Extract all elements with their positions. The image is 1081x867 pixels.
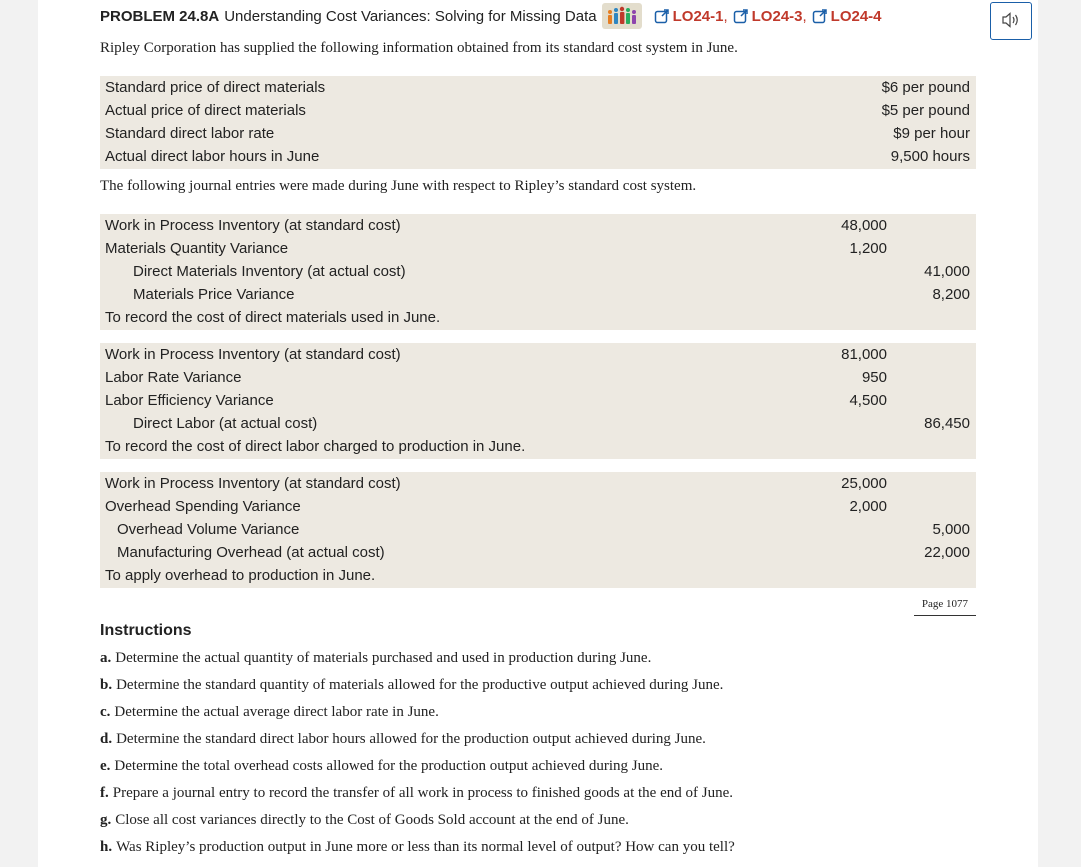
debit-amount: 2,000	[849, 498, 887, 515]
page	[38, 0, 1038, 867]
problem-number: PROBLEM 24.8A	[100, 7, 220, 25]
journal-explanation	[100, 435, 976, 458]
debit-amount: 950	[861, 369, 887, 386]
debit-amount: 81,000	[841, 346, 887, 363]
info-label: Standard price of direct materials	[105, 79, 326, 96]
account-name: Work in Process Inventory (at standard cost)	[105, 475, 401, 492]
instruction-item	[100, 646, 735, 673]
info-table	[100, 76, 976, 169]
instruction-letter: a.	[100, 650, 112, 666]
info-value: $5 per pound	[881, 102, 970, 119]
lo-link-1[interactable]	[654, 8, 724, 25]
account-name: Manufacturing Overhead (at actual cost)	[117, 544, 385, 561]
info-row	[100, 145, 976, 168]
instruction-letter: g.	[100, 812, 112, 828]
instruction-text: Determine the standard quantity of materials allowed for the productive output achieved during June.	[116, 677, 724, 693]
explanation-text: To record the cost of direct materials used in June.	[105, 309, 441, 326]
instruction-item	[100, 835, 735, 862]
journal-line	[100, 214, 976, 237]
info-row	[100, 122, 976, 145]
journal-line	[100, 343, 976, 366]
journal-line	[100, 260, 976, 283]
lo-link-3[interactable]	[733, 8, 803, 25]
info-label: Actual price of direct materials	[105, 102, 306, 119]
info-row	[100, 76, 976, 99]
instruction-letter: c.	[100, 704, 111, 720]
debit-amount: 4,500	[849, 392, 887, 409]
instruction-item	[100, 781, 735, 808]
debit-amount: 48,000	[841, 217, 887, 234]
instruction-letter: d.	[100, 731, 113, 747]
lo-label: LO24-4	[830, 7, 882, 25]
instruction-text: Was Ripley’s production output in June more or less than its normal level of output? How can you tell?	[116, 839, 735, 855]
account-name: Overhead Volume Variance	[117, 521, 300, 538]
credit-amount: 41,000	[924, 263, 970, 280]
account-name: Direct Materials Inventory (at actual cost)	[133, 263, 406, 280]
problem-title: Understanding Cost Variances: Solving for Missing Data	[224, 7, 597, 25]
journal-line	[100, 518, 976, 541]
credit-amount: 5,000	[932, 521, 970, 538]
instruction-text: Determine the actual average direct labor rate in June.	[114, 704, 439, 720]
instruction-text: Determine the total overhead costs allowed for the production output achieved during June.	[114, 758, 664, 774]
journal-line	[100, 412, 976, 435]
journal-intro: The following journal entries were made during June with respect to Ripley’s standard cost system.	[100, 178, 697, 194]
account-name: Labor Rate Variance	[105, 369, 242, 386]
info-row	[100, 99, 976, 122]
account-name: Materials Quantity Variance	[105, 240, 289, 257]
debit-amount: 1,200	[849, 240, 887, 257]
instruction-text: Determine the actual quantity of materials purchased and used in production during June.	[115, 650, 652, 666]
journal-line	[100, 472, 976, 495]
lo-separator: ,	[723, 7, 728, 25]
lo-label: LO24-3	[751, 7, 803, 25]
instruction-item	[100, 808, 735, 835]
instruction-letter: e.	[100, 758, 111, 774]
journal-line	[100, 389, 976, 412]
external-link-icon	[654, 8, 670, 24]
account-name: Work in Process Inventory (at standard cost)	[105, 346, 401, 363]
external-link-icon	[733, 8, 749, 24]
people-group-icon	[602, 3, 642, 29]
lo-label: LO24-1	[672, 7, 724, 25]
audio-button[interactable]	[990, 2, 1032, 40]
lo-link-4[interactable]	[812, 8, 882, 25]
instruction-item	[100, 727, 735, 754]
journal-explanation	[100, 564, 976, 587]
account-name: Work in Process Inventory (at standard cost)	[105, 217, 401, 234]
info-value: $9 per hour	[893, 125, 970, 142]
instructions-title: Instructions	[100, 622, 192, 639]
journal-line	[100, 237, 976, 260]
journal-line	[100, 495, 976, 518]
instruction-letter: h.	[100, 839, 113, 855]
page-reference: Page 1077	[914, 598, 976, 616]
journal-line	[100, 366, 976, 389]
instruction-text: Close all cost variances directly to the Cost of Goods Sold account at the end of June.	[115, 812, 629, 828]
credit-amount: 86,450	[924, 415, 970, 432]
account-name: Direct Labor (at actual cost)	[133, 415, 318, 432]
intro-text: Ripley Corporation has supplied the following information obtained from its standard cost system in June.	[100, 40, 738, 56]
instruction-item	[100, 754, 735, 781]
journal-line	[100, 541, 976, 564]
lo-separator: ,	[802, 7, 807, 25]
problem-header	[100, 2, 882, 30]
instruction-text: Determine the standard direct labor hours allowed for the production output achieved during June.	[116, 731, 706, 747]
instructions-list	[100, 646, 735, 862]
explanation-text: To apply overhead to production in June.	[105, 567, 376, 584]
account-name: Overhead Spending Variance	[105, 498, 301, 515]
journal-entry-materials	[100, 214, 976, 330]
account-name: Labor Efficiency Variance	[105, 392, 274, 409]
journal-line	[100, 283, 976, 306]
instruction-letter: b.	[100, 677, 113, 693]
info-value: 9,500 hours	[890, 148, 970, 165]
account-name: Materials Price Variance	[133, 286, 295, 303]
instruction-item	[100, 700, 735, 727]
info-value: $6 per pound	[881, 79, 970, 96]
journal-entry-overhead	[100, 472, 976, 588]
journal-explanation	[100, 306, 976, 329]
instruction-text: Prepare a journal entry to record the transfer of all work in process to finished goods at the end of June.	[112, 785, 733, 801]
credit-amount: 22,000	[924, 544, 970, 561]
external-link-icon	[812, 8, 828, 24]
journal-entry-labor	[100, 343, 976, 459]
speaker-icon	[1001, 11, 1021, 32]
info-label: Standard direct labor rate	[105, 125, 275, 142]
debit-amount: 25,000	[841, 475, 887, 492]
instruction-letter: f.	[100, 785, 109, 801]
info-label: Actual direct labor hours in June	[105, 148, 320, 165]
instruction-item	[100, 673, 735, 700]
credit-amount: 8,200	[932, 286, 970, 303]
explanation-text: To record the cost of direct labor charged to production in June.	[105, 438, 526, 455]
